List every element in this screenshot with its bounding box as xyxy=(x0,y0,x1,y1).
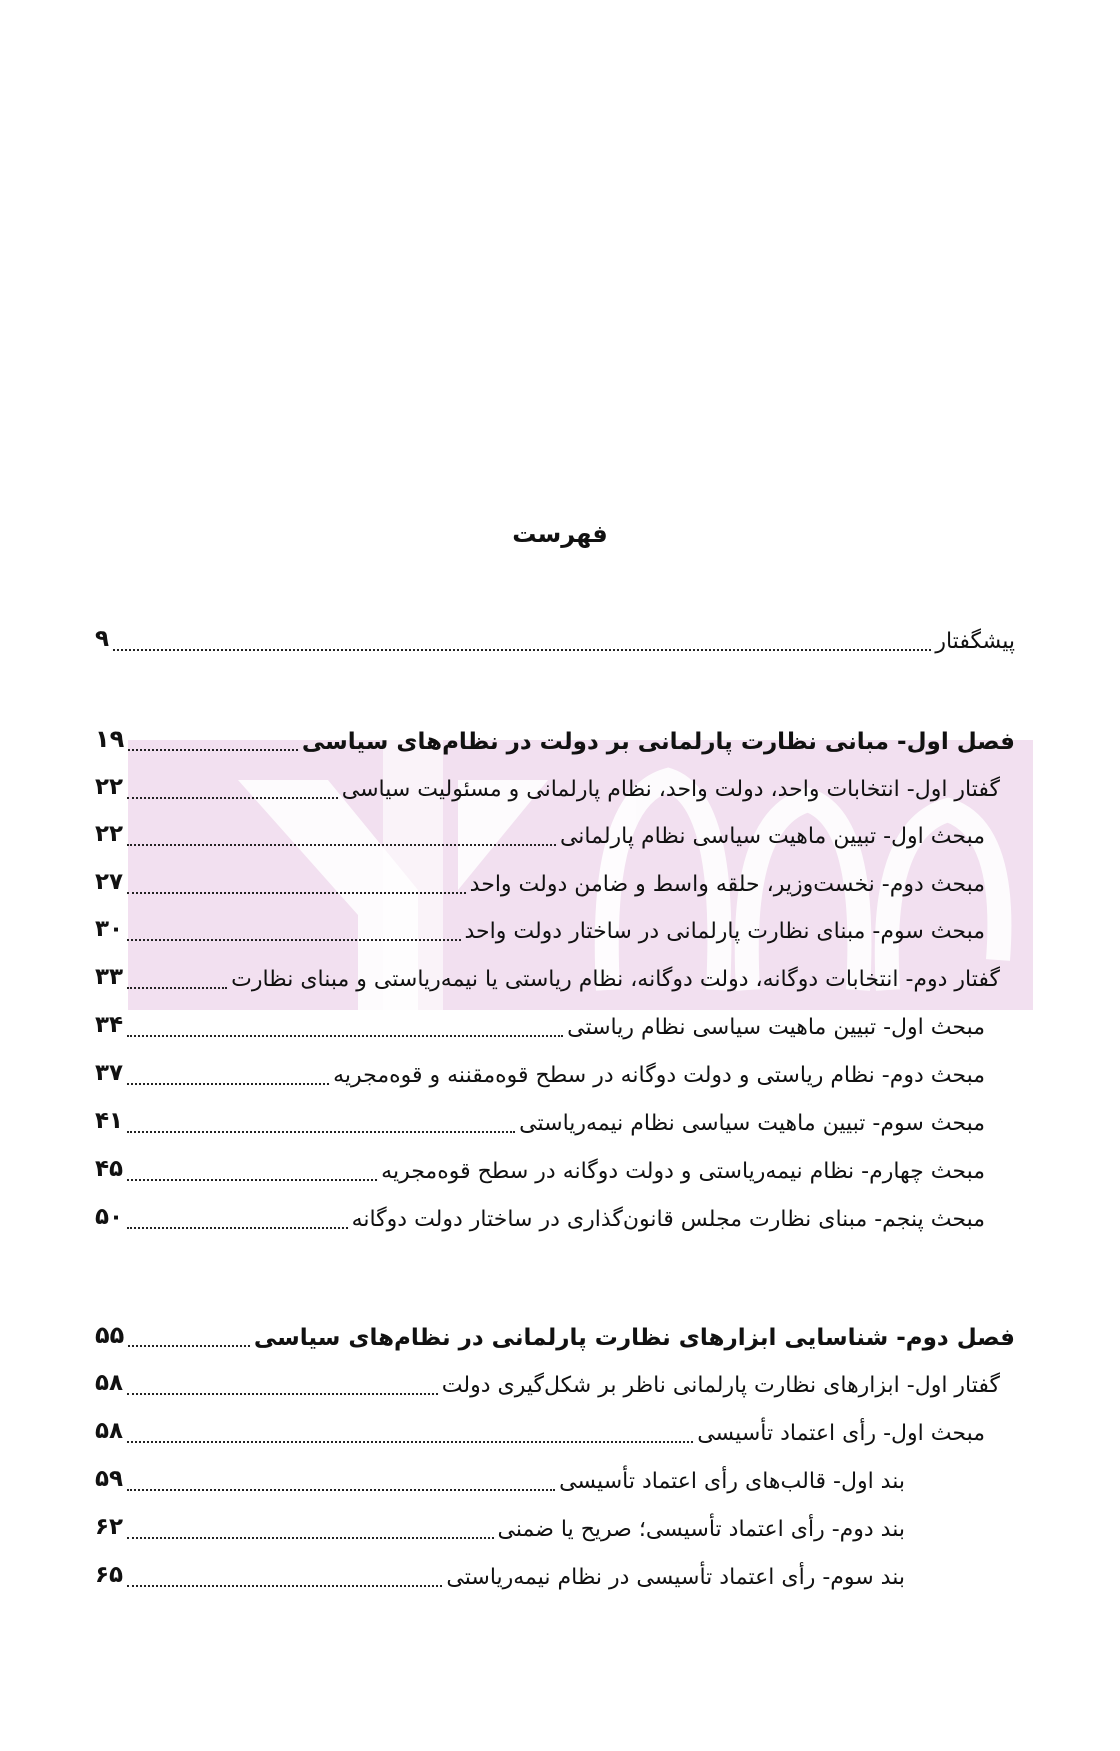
toc-entry[interactable] xyxy=(95,1008,985,1048)
toc-entry-page: ۴۱ xyxy=(95,1108,124,1134)
toc-entry[interactable] xyxy=(95,1152,985,1192)
toc-entry-label: فصل دوم- شناسایی ابزارهای نظارت پارلمانی در نظام‌های سیاسی xyxy=(253,1325,1015,1351)
toc-entry[interactable] xyxy=(95,1414,985,1454)
toc-entry[interactable] xyxy=(95,1200,985,1240)
toc-entry[interactable] xyxy=(95,722,1015,762)
toc-entry-label: مبحث دوم- نخست‌وزیر، حلقه واسط و ضامن دولت واحد xyxy=(469,872,985,897)
dot-leader xyxy=(127,1131,515,1133)
toc-entry-page: ۵۰ xyxy=(95,1204,124,1230)
toc-entry-label: مبحث اول- تبیین ماهیت سیاسی نظام ریاستی xyxy=(567,1015,985,1040)
toc-entry-page: ۲۷ xyxy=(95,869,124,895)
toc-entry[interactable] xyxy=(95,770,1000,810)
dot-leader xyxy=(127,1179,377,1181)
toc-entry-page: ۶۵ xyxy=(95,1562,124,1588)
toc-entry-page: ۵۸ xyxy=(95,1418,124,1444)
toc-entry-label: مبحث پنجم- مبنای نظارت مجلس قانون‌گذاری در ساختار دولت دوگانه xyxy=(351,1207,985,1232)
toc-entry-page: ۱۹ xyxy=(95,725,125,753)
toc-entry-label: مبحث چهارم- نظام نیمه‌ریاستی و دولت دوگانه در سطح قوه‌مجریه xyxy=(381,1159,985,1184)
dot-leader xyxy=(127,892,466,894)
toc-entry[interactable] xyxy=(95,1558,905,1598)
toc-entry-label: گفتار اول- ابزارهای نظارت پارلمانی ناظر بر شکل‌گیری دولت xyxy=(441,1373,1000,1398)
toc-entry[interactable] xyxy=(95,1366,1000,1406)
dot-leader xyxy=(127,1585,442,1587)
dot-leader xyxy=(127,844,556,846)
toc-entry-label: مبحث سوم- تبیین ماهیت سیاسی نظام نیمه‌ریاستی xyxy=(519,1111,985,1136)
dot-leader xyxy=(127,1441,693,1443)
toc-entry[interactable] xyxy=(95,1510,905,1550)
toc-entry[interactable] xyxy=(95,1104,985,1144)
toc-entry[interactable] xyxy=(95,1056,985,1096)
dot-leader xyxy=(127,1537,493,1539)
toc-entry-page: ۲۲ xyxy=(95,821,124,847)
dot-leader xyxy=(127,1393,438,1395)
toc-entry-label: گفتار اول- انتخابات واحد، دولت واحد، نظام پارلمانی و مسئولیت سیاسی xyxy=(341,777,1000,802)
toc-entry-page: ۵۸ xyxy=(95,1370,124,1396)
toc-entry[interactable] xyxy=(95,1318,1015,1358)
toc-entry-label: مبحث سوم- مبنای نظارت پارلمانی در ساختار دولت واحد xyxy=(464,919,985,944)
toc-entry-page: ۵۵ xyxy=(95,1321,125,1349)
toc-entry-page: ۳۷ xyxy=(95,1060,124,1086)
toc-entry-label: بند سوم- رأی اعتماد تأسیسی در نظام نیمه‌ریاستی xyxy=(446,1565,905,1590)
toc-entry-page: ۳۴ xyxy=(95,1012,124,1038)
toc-title: فهرست xyxy=(512,520,608,548)
toc-entry-label: بند دوم- رأی اعتماد تأسیسی؛ صریح یا ضمنی xyxy=(497,1517,905,1542)
toc-entry-page: ۹ xyxy=(95,626,110,652)
toc-entry-page: ۳۰ xyxy=(95,916,124,942)
toc-entry[interactable] xyxy=(95,1462,905,1502)
toc-entry[interactable] xyxy=(95,960,1000,1000)
toc-entry[interactable] xyxy=(95,912,985,952)
toc-entry-label: گفتار دوم- انتخابات دوگانه، دولت دوگانه، نظام ریاستی یا نیمه‌ریاستی و مبنای نظارت xyxy=(231,967,1000,992)
dot-leader xyxy=(127,1035,563,1037)
dot-leader xyxy=(127,1083,329,1085)
toc-entry-label: فصل اول- مبانی نظارت پارلمانی بر دولت در نظام‌های سیاسی xyxy=(301,729,1015,755)
toc-entry-label: بند اول- قالب‌های رأی اعتماد تأسیسی xyxy=(559,1469,905,1494)
dot-leader xyxy=(128,749,298,751)
toc-entry-page: ۶۲ xyxy=(95,1514,124,1540)
dot-leader xyxy=(127,939,460,941)
dot-leader xyxy=(127,987,227,989)
dot-leader xyxy=(128,1345,250,1347)
toc-entry-label: مبحث اول- رأی اعتماد تأسیسی xyxy=(697,1421,985,1446)
toc-entry[interactable] xyxy=(95,622,1015,662)
toc-entry-page: ۵۹ xyxy=(95,1466,124,1492)
toc-entry-page: ۲۲ xyxy=(95,774,124,800)
toc-entry-label: مبحث اول- تبیین ماهیت سیاسی نظام پارلمانی xyxy=(559,824,985,849)
dot-leader xyxy=(127,1489,555,1491)
toc-entry-page: ۳۳ xyxy=(95,964,124,990)
toc-entry-label: پیشگفتار xyxy=(935,629,1015,654)
dot-leader xyxy=(113,649,931,651)
toc-entry-page: ۴۵ xyxy=(95,1156,124,1182)
toc-entry[interactable] xyxy=(95,817,985,857)
toc-entry-label: مبحث دوم- نظام ریاستی و دولت دوگانه در سطح قوه‌مقننه و قوه‌مجریه xyxy=(333,1063,985,1088)
dot-leader xyxy=(127,1227,347,1229)
toc-entry[interactable] xyxy=(95,865,985,905)
dot-leader xyxy=(127,797,338,799)
